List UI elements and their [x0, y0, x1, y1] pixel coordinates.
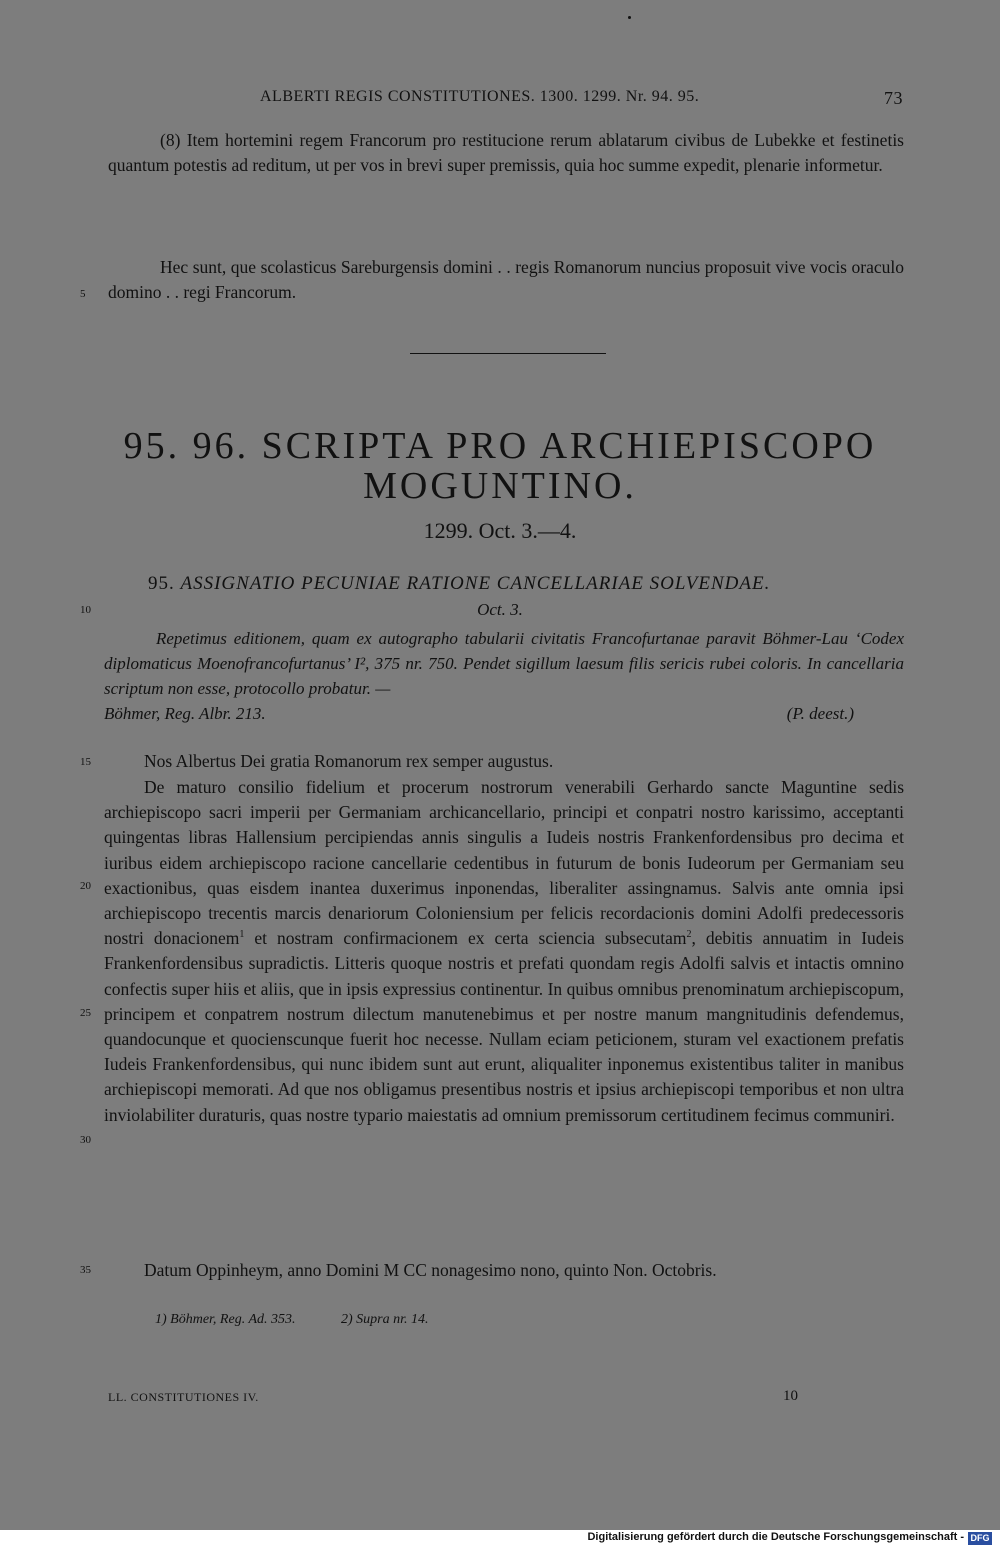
body-text-2: et nostram confirmacionem ex certa sciencia subsecutam — [244, 928, 687, 949]
section-date: 1299. Oct. 3.—4. — [423, 518, 577, 543]
intro-paragraph — [108, 128, 904, 178]
page-number: 73 — [884, 88, 903, 108]
document-title — [148, 573, 770, 595]
funding-credit: Digitalisierung gefördert durch die Deutsche Forschungsgemeinschaft - — [587, 1531, 964, 1543]
closing-note-text: Hec sunt, que scolasticus Sareburgensis domini . . regis Romanorum nuncius proposuit vive vocis oraculo domino . . regi Francorum. — [108, 257, 904, 302]
source-remark: (P. deest.) — [786, 704, 854, 723]
footnote-2: 2) Supra nr. 14. — [341, 1312, 429, 1327]
footnote-mark-1: 1 — [239, 929, 245, 941]
body-text-3: , debitis annuatim in Iudeis Frankenfordensibus supradictis. Litteris quoque nostris et prefati quondam regis Adolfi salvis et intactis omnino confectis super hiis et aliis, que in ipsis expressius continentur. In quibus omnibus prenominatum archiepiscopum, principem et conpatrem nostrum dilectum manutenebimus et per nostre manum mangnitudinis defendemus, quandocunque et quocienscunque fuerit hoc necesse. Nullam eciam peticionem, sturam vel exactionem prefatis Iudeis Frankenfordensibus, qui nunc ibidem sunt aut erunt, aliqualiter inponemus existentibus taliter in manibus archiepiscopi memorati. Ad que nos obligamus presentibus nostris et ipsius archiepiscopi temporibus et non ultra inviolabiliter duraturis, quas nostre typario maiestatis ad omnium premissorum certitudinem fecimus communiri. — [104, 928, 904, 1125]
footer-signature: LL. CONSTITUTIONES IV. — [108, 1390, 259, 1404]
closing-note — [108, 255, 904, 305]
footer-sheet-number: 10 — [783, 1388, 798, 1404]
line-number-15: 15 — [80, 756, 91, 768]
line-number-35: 35 — [80, 1264, 91, 1276]
intro-text: (8) Item hortemini regem Francorum pro restitucione rerum ablatarum civibus de Lubekke et festinetis quantum potestis ad reditum, ut per vos in brevi super premissis, quia hoc summe expedit, plenarie informetur. — [108, 130, 904, 175]
line-number-10: 10 — [80, 604, 91, 616]
body-text-1: De maturo consilio fidelium et procerum nostrorum venerabili Gerhardo sancte Maguntine sedis archiepiscopo sacri imperii per Germaniam archicancellario, principi et conpatri nostro karissimo, acceptanti quingentas libras Hallensium percipiendas annis singulis a Iudeis nostris Frankenfordensibus pro decima et iuribus eidem archiepiscopo racione cancellarie cedentibus in futurum de bonis Iudeorum per Germaniam seu exactionibus, quas eisdem inantea duxerimus inponendas, liberaliter assingnamus. Salvis ante omnia ipsi archiepiscopo trecentis marcis denariorum Coloniensium per felicis recordacionis domini Adolfi predecessoris nostri donacionem — [104, 777, 904, 949]
source-note-last-line — [104, 701, 904, 726]
intitulatio: Nos Albertus Dei gratia Romanorum rex semper augustus. — [144, 751, 554, 771]
document-number: 95. — [148, 573, 175, 594]
source-note — [104, 626, 904, 726]
footnote-1: 1) Böhmer, Reg. Ad. 353. — [155, 1312, 296, 1327]
source-note-text: Repetimus editionem, quam ex autographo tabularii civitatis Francofurtanae paravit Böhmer-Lau ‘Codex diplomaticus Moenofrancofurtanus’ I², 375 nr. 750. Pendet sigillum laesum filis sericis rubei coloris. In cancellaria scriptum non esse, protocollo probatur. — — [104, 629, 904, 698]
running-header: ALBERTI REGIS CONSTITUTIONES. 1300. 1299. Nr. 94. 95. — [260, 88, 700, 105]
source-reference: Böhmer, Reg. Albr. 213. — [104, 704, 266, 723]
footnote-mark-2: 2 — [686, 929, 692, 941]
document-body — [104, 775, 904, 1128]
section-title-line1: 95. 96. SCRIPTA PRO ARCHIEPISCOPO — [123, 425, 877, 467]
footnotes — [155, 1312, 471, 1328]
line-number-25: 25 — [80, 1007, 91, 1019]
document-title-text: ASSIGNATIO PECUNIAE RATIONE CANCELLARIAE SOLVENDAE. — [180, 573, 771, 594]
line-number-20: 20 — [80, 880, 91, 892]
document-date: Oct. 3. — [477, 600, 523, 619]
dfg-logo-icon: DFG — [968, 1532, 992, 1545]
section-title-line2: MOGUNTINO. — [363, 465, 637, 507]
section-divider — [410, 353, 606, 354]
datum-line: Datum Oppinheym, anno Domini M CC nonagesimo nono, quinto Non. Octobris. — [144, 1260, 717, 1280]
line-number-5: 5 — [80, 288, 86, 300]
scan-speck — [628, 16, 631, 19]
line-number-30: 30 — [80, 1134, 91, 1146]
